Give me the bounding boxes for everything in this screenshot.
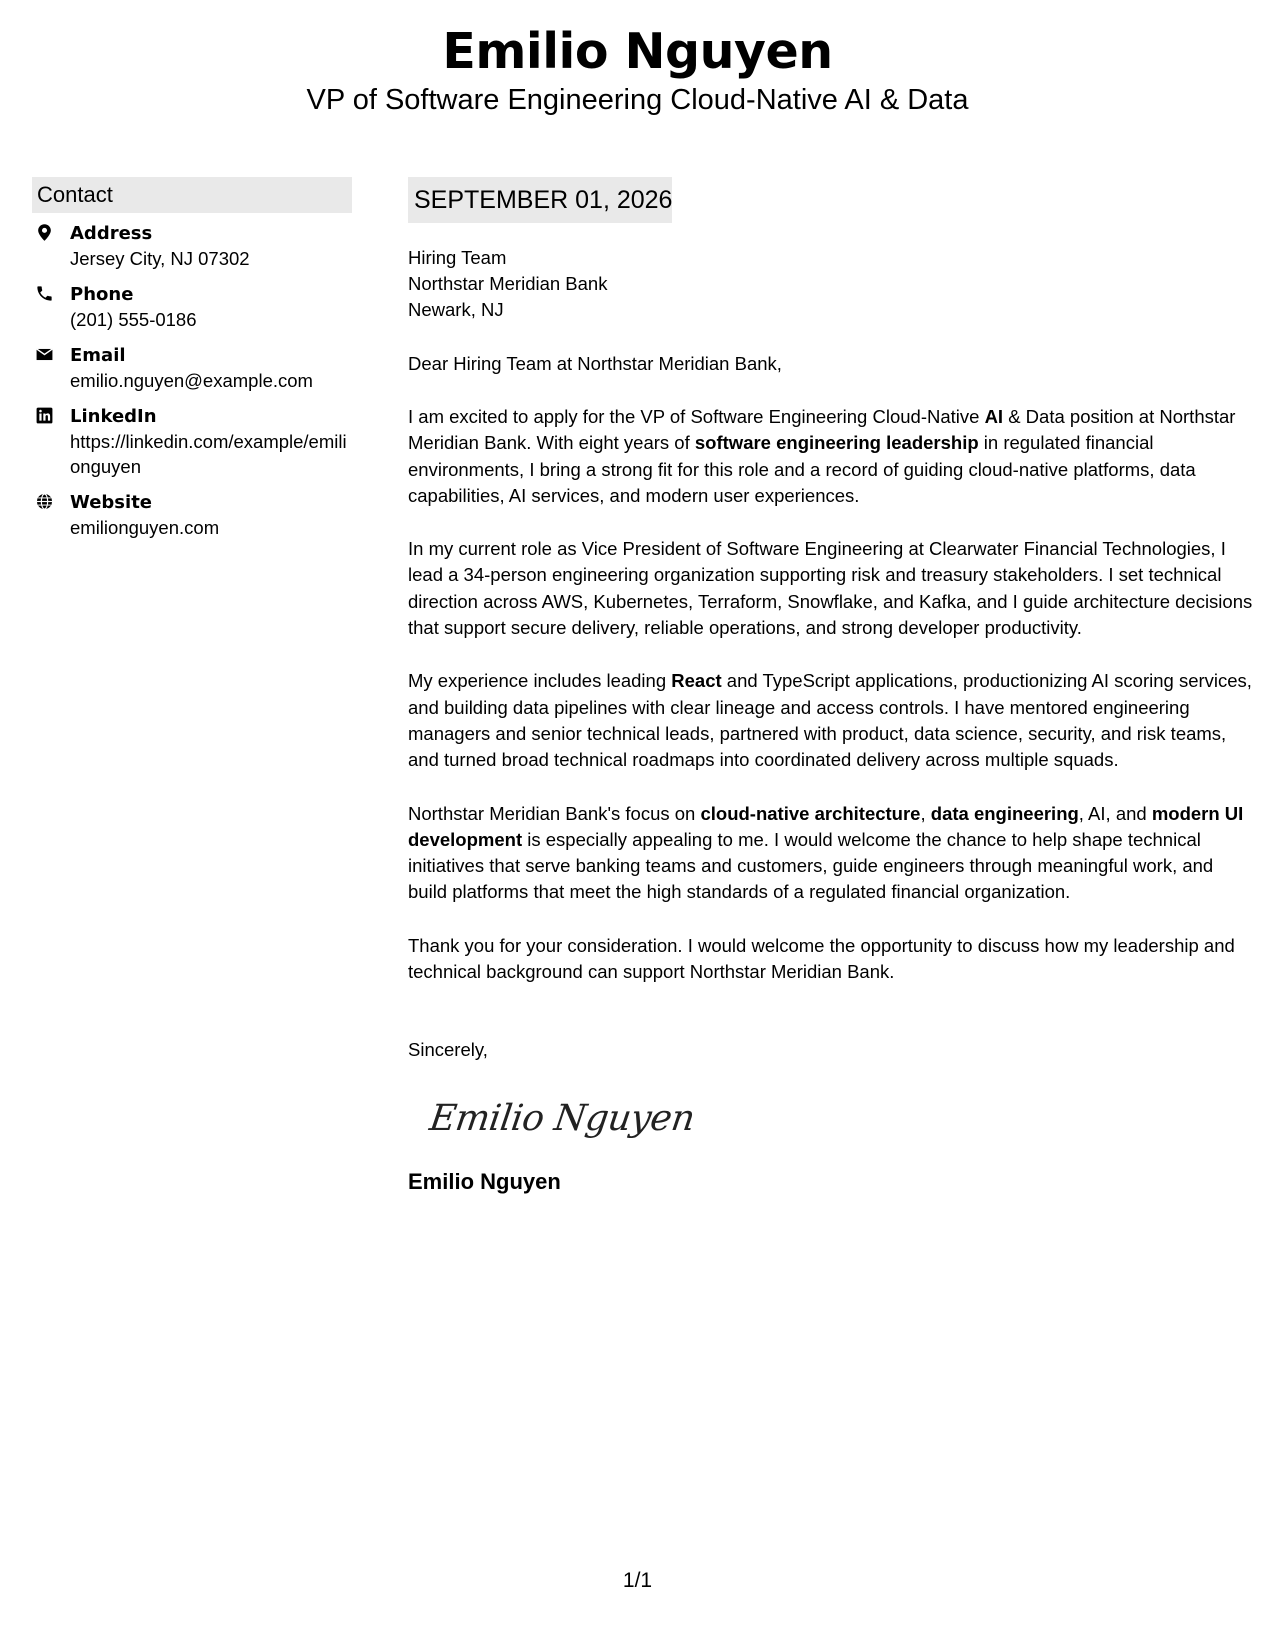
contact-linkedin [32, 404, 352, 479]
recipient-line: Hiring Team [408, 247, 507, 268]
contact-address [32, 221, 352, 271]
applicant-name: Emilio Nguyen [442, 23, 833, 80]
greeting: Dear Hiring Team at Northstar Meridian Bank, [408, 353, 782, 374]
page-number: 1/1 [622, 1569, 653, 1592]
recipient-block [408, 245, 1253, 323]
paragraph-2: In my current role as Vice President of Software Engineering at Clearwater Financial Technologies, I lead a 34-person engineering organization supporting risk and treasury stakeholders. I set technical direction across AWS, Kubernetes, Terraform, Snowflake, and Kafka, and I guide architecture decisions that support secure delivery, reliable operations, and strong developer productivity. [408, 538, 1253, 639]
recipient-line: Newark, NJ [408, 299, 504, 320]
email-label: Email [70, 345, 126, 366]
globe-icon [32, 490, 70, 540]
applicant-title: VP of Software Engineering Cloud-Native AI & Data [306, 84, 969, 116]
phone-label: Phone [70, 284, 134, 305]
address-label: Address [70, 223, 153, 244]
address-value: Jersey City, NJ 07302 [70, 248, 250, 269]
signed-name: Emilio Nguyen [408, 1169, 561, 1195]
contact-email [32, 343, 352, 393]
paragraph-3: My experience includes leading React and TypeScript applications, productionizing AI scoring services, and building data pipelines with clear lineage and access controls. I have mentored engineering managers and senior technical leads, partnered with product, data science, security, and risk teams, and turned broad technical roadmaps into coordinated delivery across multiple squads. [408, 670, 1252, 771]
contact-sidebar [32, 177, 352, 551]
letter-body [408, 177, 1253, 1197]
paragraph-5: Thank you for your consideration. I would welcome the opportunity to discuss how my leadership and technical background can support Northstar Meridian Bank. [408, 934, 1235, 983]
linkedin-icon [32, 404, 70, 479]
website-value[interactable]: emilionguyen.com [70, 517, 220, 538]
recipient-line: Northstar Meridian Bank [408, 273, 608, 294]
linkedin-label: LinkedIn [70, 406, 157, 427]
envelope-icon [32, 343, 70, 393]
paragraph-1: I am excited to apply for the VP of Software Engineering Cloud-Native AI & Data position at Northstar Meridian Bank. With eight years of software engineering leadership in regulated financial environments, I bring a strong fit for this role and a record of guiding cloud-native platforms, data capabilities, AI services, and modern user experiences. [408, 406, 1236, 506]
website-label: Website [70, 492, 153, 513]
handwritten-signature: Emilio Nguyen [427, 1098, 698, 1140]
contact-heading: Contact [32, 177, 352, 213]
letter-header [0, 22, 1275, 118]
paragraph-4: Northstar Meridian Bank's focus on cloud-native architecture, data engineering, AI, and modern UI development is especially appealing to me. I would welcome the chance to help shape technical initiatives that serve banking teams and customers, guide engineers through meaningful work, and build platforms that meet the high standards of a regulated financial organization. [408, 802, 1244, 903]
contact-website [32, 490, 352, 540]
letter-date: SEPTEMBER 01, 2026 [408, 177, 672, 223]
email-value[interactable]: emilio.nguyen@example.com [70, 370, 313, 391]
closing: Sincerely, [408, 1039, 488, 1061]
location-pin-icon [32, 221, 70, 271]
phone-value: (201) 555-0186 [70, 309, 197, 330]
phone-icon [32, 282, 70, 332]
linkedin-value[interactable]: https://linkedin.com/example/emilionguyen [70, 431, 347, 477]
contact-phone [32, 282, 352, 332]
